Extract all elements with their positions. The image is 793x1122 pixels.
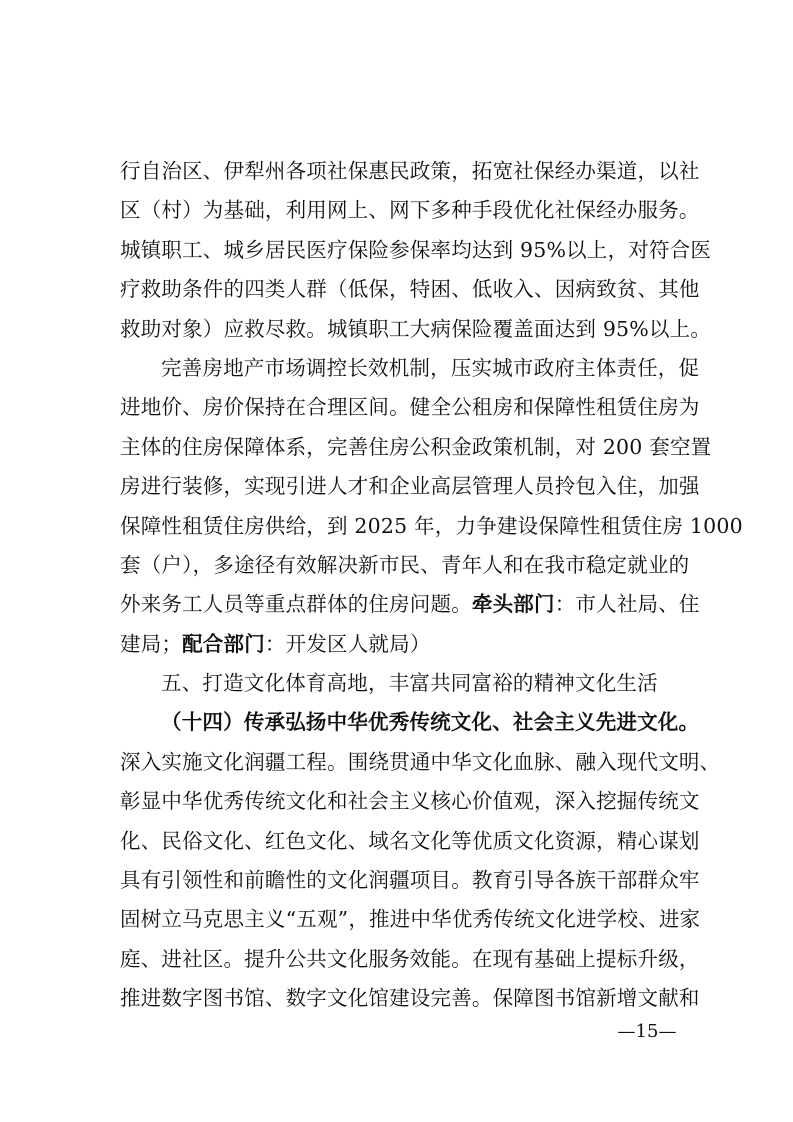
bold-text-segment: 配合部门 bbox=[182, 631, 265, 656]
bold-text-segment: （十四）传承弘扬中华优秀传统文化、社会主义先进文化。 bbox=[161, 710, 700, 735]
section-heading bbox=[120, 664, 680, 703]
text-segment: 进地价、房价保持在合理区间。健全公租房和保障性租赁住房为 bbox=[120, 395, 700, 420]
text-segment: 具有引领性和前瞻性的文化润疆项目。教育引导各族干部群众牢 bbox=[120, 868, 700, 893]
text-line bbox=[120, 388, 700, 427]
text-segment: 建局； bbox=[120, 631, 183, 656]
text-segment: 主体的住房保障体系，完善住房公积金政策机制，对 200 套空置 bbox=[120, 434, 712, 459]
text-line bbox=[120, 822, 700, 861]
text-line bbox=[120, 546, 690, 585]
page-number: —15— bbox=[617, 1021, 677, 1042]
text-line bbox=[120, 507, 743, 546]
text-line bbox=[120, 152, 700, 191]
text-line bbox=[120, 467, 700, 506]
text-segment: 五、打造文化体育高地，丰富共同富裕的精神文化生活 bbox=[161, 671, 658, 696]
text-line bbox=[120, 743, 721, 782]
text-line bbox=[120, 979, 700, 1018]
text-segment: 保障性租赁住房供给，到 2025 年，力争建设保障性租赁住房 1000 bbox=[120, 513, 743, 538]
text-segment: 深入实施文化润疆工程。围绕贯通中华文化血脉、融入现代文明、 bbox=[120, 749, 721, 774]
text-line bbox=[120, 310, 712, 349]
text-line bbox=[120, 940, 700, 979]
text-line bbox=[120, 900, 701, 939]
text-line bbox=[120, 625, 680, 664]
text-segment: ：开发区人就局） bbox=[264, 631, 431, 656]
text-line bbox=[120, 861, 700, 900]
body-text bbox=[120, 152, 743, 1019]
text-line bbox=[120, 428, 712, 467]
text-line bbox=[120, 585, 700, 624]
text-segment: 套（户），多途径有效解决新市民、青年人和在我市稳定就业的 bbox=[120, 552, 690, 577]
text-segment: 房进行装修，实现引进人才和企业高层管理人员拎包入住，加强 bbox=[120, 474, 700, 499]
text-segment: 彰显中华优秀传统文化和社会主义核心价值观，深入挖掘传统文 bbox=[120, 789, 700, 814]
text-segment: 行自治区、伊犁州各项社保惠民政策，拓宽社保经办渠道，以社 bbox=[120, 159, 700, 183]
text-segment: 外来务工人员等重点群体的住房问题。 bbox=[120, 592, 472, 617]
text-segment: ：市人社局、住 bbox=[554, 592, 700, 617]
paragraph-start-line bbox=[120, 349, 700, 388]
text-segment: 完善房地产市场调控长效机制，压实城市政府主体责任，促 bbox=[161, 355, 700, 380]
text-segment: 固树立马克思主义“五观”，推进中华优秀传统文化进学校、进家 bbox=[120, 907, 701, 932]
text-segment: 区（村）为基础，利用网上、网下多种手段优化社保经办服务。 bbox=[120, 198, 700, 223]
text-segment: 城镇职工、城乡居民医疗保险参保率均达到 95%以上，对符合医 bbox=[120, 237, 712, 262]
text-line bbox=[120, 231, 712, 270]
text-line bbox=[120, 270, 700, 309]
text-segment: 庭、进社区。提升公共文化服务效能。在现有基础上提标升级， bbox=[120, 946, 700, 971]
text-segment: 救助对象）应救尽救。城镇职工大病保险覆盖面达到 95%以上。 bbox=[120, 316, 712, 341]
text-segment: 化、民俗文化、红色文化、域名文化等优质文化资源，精心谋划 bbox=[120, 828, 700, 853]
text-line bbox=[120, 782, 700, 821]
subsection-heading bbox=[120, 703, 700, 742]
text-segment: 推进数字图书馆、数字文化馆建设完善。保障图书馆新增文献和 bbox=[120, 986, 700, 1011]
bold-text-segment: 牵头部门 bbox=[471, 592, 555, 617]
text-line bbox=[120, 191, 700, 230]
text-segment: 疗救助条件的四类人群（低保，特困、低收入、因病致贫、其他 bbox=[120, 277, 700, 302]
